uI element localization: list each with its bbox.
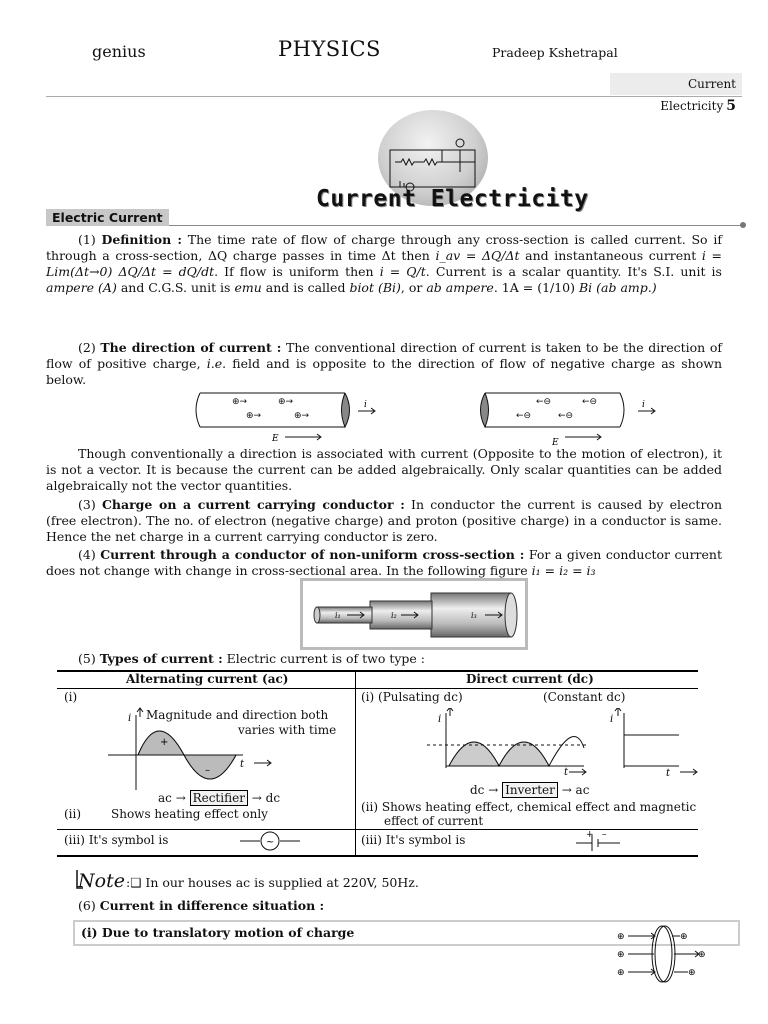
svg-text:⊕: ⊕: [698, 950, 706, 960]
header-divider: [46, 96, 742, 97]
dc-axis-t: t: [564, 767, 569, 778]
ac-item-iii: (iii) It's symbol is: [64, 833, 169, 847]
svg-text:~: ~: [266, 837, 275, 848]
ac-source-symbol-icon: [240, 831, 300, 851]
const-dc-axis-t: t: [666, 768, 671, 779]
header-author: Pradeep Kshetrapal: [492, 45, 618, 60]
paragraph-charge-on-conductor: (3) Charge on a current carrying conductor : In conductor the current is caused by electron (free electron). The no. of electron (negative charge) and proton (positive charge) in a conductor is same. Hence the net charge in a current carrying conductor is zero.: [46, 497, 722, 544]
paragraph-definition: (1) Definition : The time rate of flow of charge through any cross-section is called current. So if through a cross-section, ΔQ charge passes in time Δt then i_av = ΔQ/Δt and instantaneous current i = Lim(Δt→0) ΔQ/Δt = dQ/dt. If flow is uniform then i = Q/t. Current is a scalar quantity. It's S.I. unit is ampere (A) and C.G.S. unit is emu and is called biot (Bi), or ab ampere. 1A = (1/10) Bi (ab amp.): [46, 232, 722, 295]
svg-text:←⊖: ←⊖: [558, 411, 574, 421]
svg-text:⊕→: ⊕→: [232, 397, 248, 407]
svg-text:⊕: ⊕: [617, 968, 625, 978]
svg-text:⊕→: ⊕→: [294, 411, 310, 421]
situations-heading: Current in difference situation :: [99, 898, 325, 913]
svg-text:←⊖: ←⊖: [516, 411, 532, 421]
svg-text:–: –: [602, 830, 607, 840]
svg-text:⊕: ⊕: [688, 968, 696, 978]
chapter-heading: Current Electricity: [316, 186, 589, 212]
svg-text:⊕: ⊕: [680, 932, 688, 942]
battery-symbol-icon: [576, 829, 626, 851]
dc-column-header: Direct current (dc): [466, 672, 594, 686]
table-column-divider: [355, 670, 356, 855]
chapter-title: Current Electricity: [660, 77, 736, 113]
charge-conductor-heading: Charge on a current carrying conductor :: [101, 497, 405, 512]
formula-average-current: i_av = ΔQ/Δt: [435, 248, 520, 263]
header-subject: PHYSICS: [278, 37, 381, 61]
page-number: 5: [726, 98, 736, 114]
dc-item-ii-cont: effect of current: [384, 814, 484, 828]
field-label-left: E: [272, 434, 279, 444]
ac-item-i: (i): [64, 690, 78, 704]
ac-caption-2: varies with time: [238, 723, 337, 737]
ac-caption: Magnitude and direction both: [146, 708, 329, 722]
svg-text:⊕: ⊕: [617, 932, 625, 942]
const-dc-axis-i: i: [610, 714, 614, 725]
subsection-translatory: (i) Due to translatory motion of charge: [81, 925, 355, 940]
conductor-label-1: i₁: [335, 611, 341, 620]
note-text: :❑ In our houses ac is supplied at 220V, 50Hz.: [126, 875, 419, 890]
header-publisher: genius: [92, 42, 146, 61]
pulsating-dc-graph: [424, 708, 594, 778]
section-title: Electric Current: [46, 209, 169, 226]
svg-text:←⊖: ←⊖: [536, 397, 552, 407]
dc-conversion: dc → Inverter → ac: [470, 783, 590, 797]
ac-item-ii: (ii): [64, 807, 82, 821]
direction-heading: The direction of current :: [100, 340, 282, 355]
table-header-rule: [57, 688, 698, 689]
chapter-bar: [610, 73, 742, 114]
paragraph-non-uniform: (4) Current through a conductor of non-uniform cross-section : For a given conductor current does not change with change in cross-sectional area. In the following figure i₁ = i₂ = i₃: [46, 547, 722, 578]
charge-flow-figure: [190, 385, 750, 447]
field-label-right: E: [552, 438, 559, 447]
ac-heating-effect: Shows heating effect only: [111, 807, 268, 821]
ac-plus-sign: +: [160, 737, 169, 748]
formula-instantaneous-current: i = Lim(Δt→0) ΔQ/Δt = dQ/dt: [46, 248, 722, 279]
current-label-right: i: [642, 400, 645, 410]
svg-text:←⊖: ←⊖: [582, 397, 598, 407]
inverter-box: Inverter: [502, 782, 558, 798]
paragraph-direction: (2) The direction of current : The conventional direction of current is taken to be the direction of flow of positive charge, i.e. field and is opposite to the direction of flow of negative charge as shown below.: [46, 340, 722, 387]
dc-item-iii: (iii) It's symbol is: [361, 833, 466, 847]
charge-through-ring-figure: [612, 922, 712, 984]
dc-item-ii: (ii) Shows heating effect, chemical effect and magnetic: [361, 800, 697, 814]
conductor-label-3: i₃: [471, 611, 477, 620]
formula-uniform-current: i = Q/t: [379, 264, 426, 279]
ac-minus-sign: –: [205, 765, 210, 776]
types-heading: Types of current :: [99, 651, 223, 666]
ac-column-header: Alternating current (ac): [126, 672, 289, 686]
note-label: Note: [78, 870, 125, 892]
dc-constant-label: (Constant dc): [543, 690, 626, 704]
ac-axis-t: t: [240, 759, 245, 770]
svg-text:+: +: [586, 830, 594, 840]
constant-dc-graph: [604, 708, 699, 780]
dc-axis-i: i: [438, 714, 442, 725]
definition-heading: Definition :: [101, 232, 182, 247]
non-uniform-heading: Current through a conductor of non-uniform cross-section :: [100, 547, 525, 562]
dc-item-i: (i) (Pulsating dc): [361, 690, 463, 704]
paragraph-not-vector: Though conventionally a direction is associated with current (Opposite to the motion of electron), it is not a vector. It is because the current can be added algebraically. Only scalar quantities can be added algebraically not the vector quantities.: [46, 446, 722, 493]
rectifier-box: Rectifier: [190, 790, 248, 806]
current-label-left: i: [364, 400, 367, 410]
paragraph-types: (5) Types of current : Electric current is of two type :: [78, 651, 426, 666]
svg-text:⊕: ⊕: [617, 950, 625, 960]
ac-waveform-graph: [108, 705, 278, 795]
svg-text:⊕→: ⊕→: [246, 411, 262, 421]
ac-axis-i: i: [128, 713, 132, 724]
section-rule-dot: [740, 222, 746, 228]
conductor-label-2: i₂: [391, 611, 397, 620]
circuit-logo-icon: [380, 132, 490, 192]
svg-text:⊕→: ⊕→: [278, 397, 294, 407]
non-uniform-conductor-figure: [305, 583, 523, 645]
ac-conversion: ac → Rectifier → dc: [158, 791, 281, 805]
table-bottom-rule: [57, 855, 698, 857]
paragraph-situations: (6) Current in difference situation :: [78, 898, 325, 913]
